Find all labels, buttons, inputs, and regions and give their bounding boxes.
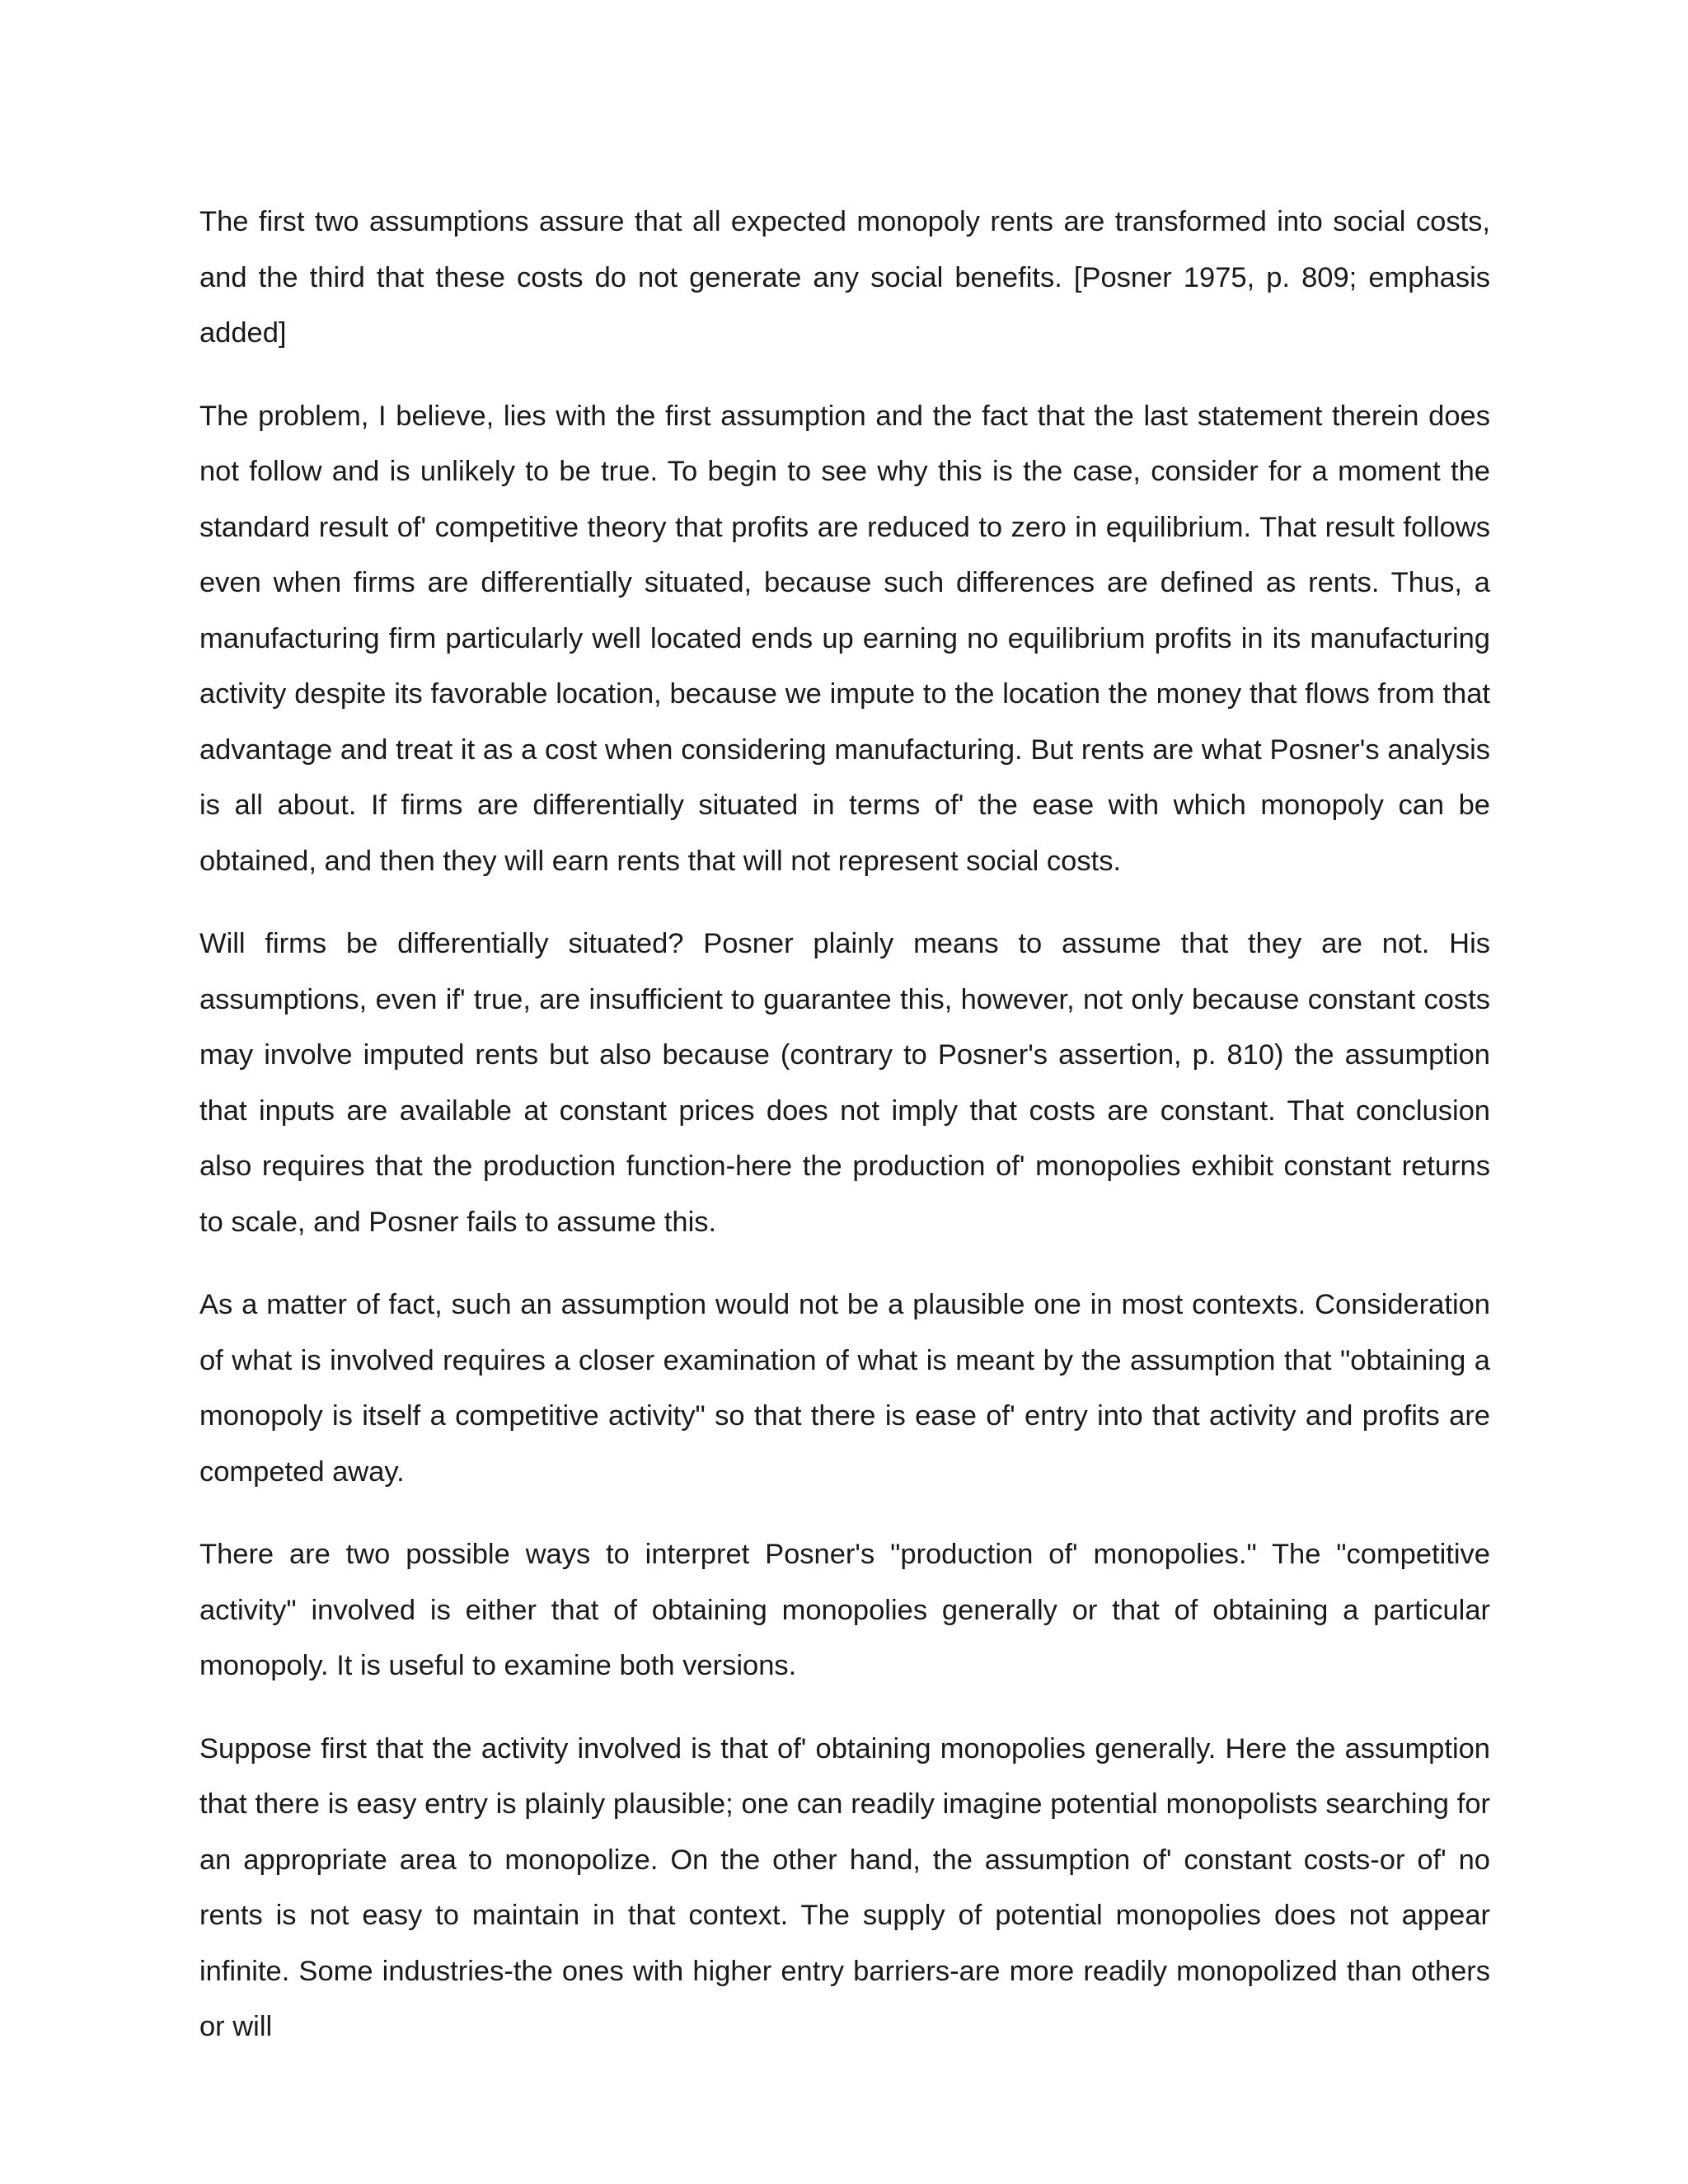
document-page: [199, 194, 1490, 2083]
paragraph-4: As a matter of fact, such an assumption would not be a plausible one in most contexts. Consideration of what is involved requires a closer examination of what is meant by the assumption that "obtaining a monopoly is itself a competitive activity" so that there is ease of' entry into that activity and profits are competed away.: [199, 1289, 1490, 1488]
paragraph-6: Suppose first that the activity involved is that of' obtaining monopolies generally. Here the assumption that there is easy entry is plainly plausible; one can readily imagine potential monopolists searching for an appropriate area to monopolize. On the other hand, the assumption of' constant costs-or of' no rents is not easy to maintain in that context. The supply of potential monopolies does not appear infinite. Some industries-the ones with higher entry barriers-are more readily monopolized than others or will: [199, 1732, 1490, 2042]
paragraph-3: Will firms be differentially situated? Posner plainly means to assume that they are not. His assumptions, even if' true, are insufficient to guarantee this, however, not only because constant costs may involve imputed rents but also because (contrary to Posner's assertion, p. 810) the assumption that inputs are available at constant prices does not imply that costs are constant. That conclusion also requires that the production function-here the production of' monopolies exhibit constant returns to scale, and Posner fails to assume this.: [199, 928, 1490, 1238]
paragraph-2: The problem, I believe, lies with the first assumption and the fact that the last statement therein does not follow and is unlikely to be true. To begin to see why this is the case, consider for a moment the standard result of' competitive theory that profits are reduced to zero in equilibrium. That result follows even when firms are differentially situated, because such differences are defined as rents. Thus, a manufacturing firm particularly well located ends up earning no equilibrium profits in its manufacturing activity despite its favorable location, because we impute to the location the money that flows from that advantage and treat it as a cost when considering manufacturing. But rents are what Posner's analysis is all about. If firms are differentially situated in terms of' the ease with which monopoly can be obtained, and then they will earn rents that will not represent social costs.: [199, 400, 1490, 877]
paragraph-1: The first two assumptions assure that all expected monopoly rents are transformed into social costs, and the third that these costs do not generate any social benefits. [Posner 1975, p. 809; emphasis added]: [199, 206, 1490, 349]
paragraph-5: There are two possible ways to interpret Posner's "production of' monopolies." The "competitive activity" involved is either that of obtaining monopolies generally or that of obtaining a particular monopoly. It is useful to examine both versions.: [199, 1539, 1490, 1681]
